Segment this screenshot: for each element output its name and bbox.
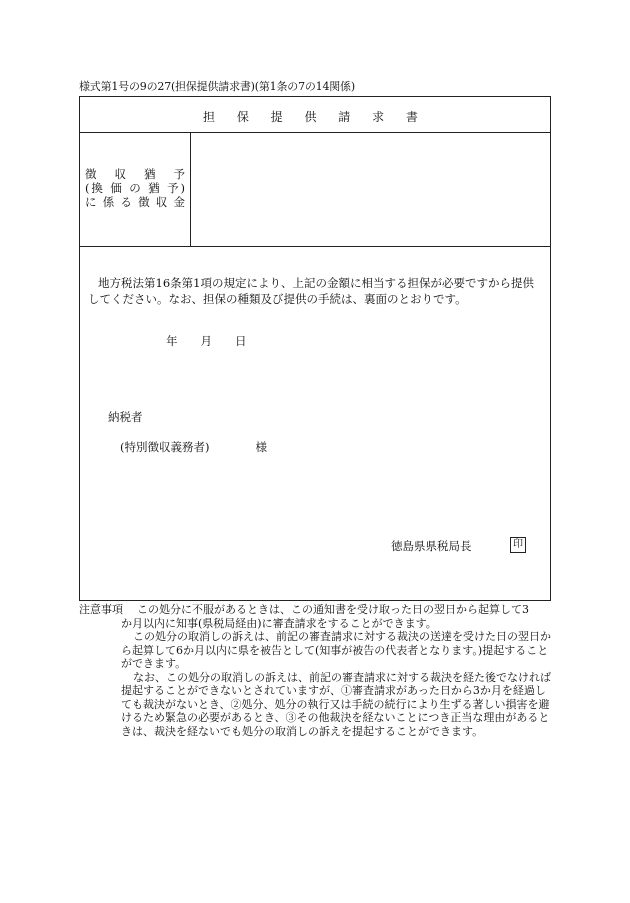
special-collector-label: (特別徴収義務者) 様 (120, 440, 267, 454)
amount-label-line-1: 徴 収 猶 予 (85, 167, 185, 181)
taxpayer-label: 納税者 (108, 410, 143, 424)
notes-paragraph-1-start: この処分に不服があるときは、この通知書を受け取った日の翌日から起算して3 (137, 603, 529, 616)
amount-value-cell[interactable] (191, 133, 550, 246)
date-line: 年 月 日 (166, 334, 247, 348)
amount-label-line-3: に 係 る 徴 収 金 (85, 195, 185, 209)
request-body-text: 地方税法第16条第1項の規定により、上記の金額に相当する担保が必要ですから提供してください。なお、担保の種類及び提供の手続は、裏面のとおりです。 (88, 276, 534, 306)
notes-paragraph-2: この処分の取消しの訴えは、前記の審査請求に対する裁決の送達を受けた日の翌日から起算して6か月以内に県を被告として(知事が被告の代表者となります。)提起することができます。 (121, 630, 551, 670)
form-box (79, 96, 551, 601)
notes-first-line (79, 603, 553, 617)
title-row (80, 97, 550, 133)
amount-label-line-2: (換 価 の 猶 予) (85, 181, 185, 195)
issuer-title: 徳島県県税局長 (391, 539, 472, 553)
notes-paragraph-3: なお、この処分の取消しの訴えは、前記の審査請求に対する裁決を経た後でなければ提起することができないとされていますが、①審査請求があった日から3か月を経過しても裁決がないとき、②処分、処分の執行又は手続の続行により生ずる著しい損害を避けるため緊急の必要があるとき、③その他裁決を経ないことにつき正当な理由があるときは、裁決を経ないでも処分の取消しの訴えを提起することができます。 (121, 670, 551, 738)
notes-section (79, 603, 553, 738)
notes-heading: 注意事項 (79, 603, 123, 616)
notes-paragraph-1-cont: か月以内に知事(県税局経由)に審査請求をすることができます。 (121, 616, 437, 630)
amount-label-cell (80, 133, 191, 246)
amount-row (80, 133, 550, 247)
form-number-label: 様式第1号の9の27(担保提供請求書)(第1条の7の14関係) (79, 80, 355, 93)
seal-mark: 印 (510, 537, 526, 553)
document-title: 担 保 提 供 請 求 書 (203, 110, 427, 124)
